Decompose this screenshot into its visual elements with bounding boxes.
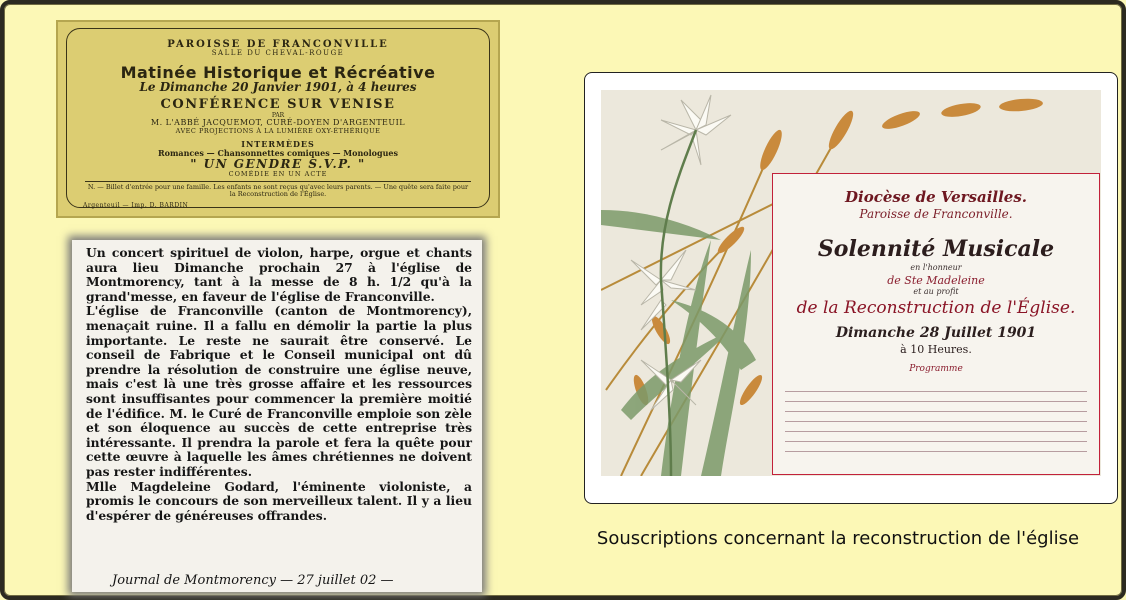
concert-poster-image (601, 90, 1101, 476)
clipping-text: Un concert spirituel de violon, harpe, orgue et chants aura lieu Dimanche prochain 27 à l'église de Montmorency, tant à la messe de 8 h. 1/2 qu'à la grand'messe, en faveur de l'église de Franconville. L'église de Franconville (canton de Montmorency), menaçait ruine. Il a fallu en démolir la partie la plus importante. Le reste ne saurait être conservé. Le conseil de Fabrique et le Conseil municipal ont dû prendre la résolution de construire une église neuve, mais c'est là une très grosse affaire et les ressources sont insuffisantes pour commencer la première moitié de l'édifice. M. le Curé de Franconville emploie son zèle et son éloquence au succès de cette entreprise très intéressante. Il prendra la parole et fera la quête pour cette œuvre à laquelle les âmes chrétiennes ne doivent pas rester indifférentes. Mlle Magdeleine Godard, l'éminente violoniste, a promis le concours de son merveilleux talent. Il y a lieu d'espérer de généreuses offrandes. (86, 245, 472, 523)
ticket-projections: AVEC PROJECTIONS À LA LUMIÈRE OXY-ÉTHÉRIQUE (175, 127, 381, 136)
poster-caption: Souscriptions concernant la reconstruction de l'église (596, 528, 1080, 549)
poster-en-honneur: en l'honneur (910, 263, 962, 272)
ticket-par: PAR (271, 111, 285, 119)
poster-title: Solennité Musicale (817, 236, 1055, 262)
poster-reconstruction: de la Reconstruction de l'Église. (796, 298, 1076, 318)
poster-paroisse: Paroisse de Franconville. (859, 207, 1013, 221)
poster-date: Dimanche 28 Juillet 1901 (835, 325, 1037, 341)
ticket-intermedes: INTERMÈDES (241, 139, 315, 150)
ticket-play: " UN GENDRE S.V.P. " (190, 156, 366, 171)
poster-text-panel (772, 173, 1100, 475)
ticket-program: Romances — Chansonnettes comiques — Monologues (157, 148, 398, 159)
newspaper-clipping-image (72, 240, 482, 592)
ticket-venue: SALLE DU CHEVAL-ROUGE (211, 49, 345, 57)
event-ticket-image (58, 22, 498, 216)
ticket-note: N. — Billet d'entrée pour une famille. Les enfants ne sont reçus qu'avec leurs parents. — Une quête sera faite pour la Reconstruction de l'Église. (85, 181, 471, 198)
poster-sainte: de Ste Madeleine (887, 274, 985, 287)
ticket-play-sub: COMÉDIE EN UN ACTE (228, 170, 328, 179)
poster-frame (584, 72, 1118, 504)
ticket-title: Matinée Historique et Récréative (120, 62, 436, 82)
ticket-printer: Argenteuil — Imp. D. BARDIN (83, 202, 189, 209)
ticket-conference: CONFÉRENCE SUR VENISE (160, 97, 396, 113)
ticket-date: Le Dimanche 20 Janvier 1901, à 4 heures (139, 80, 417, 95)
poster-hour: à 10 Heures. (900, 343, 972, 356)
ticket-parish: PAROISSE DE FRANCONVILLE (167, 39, 389, 50)
ticket-border (66, 28, 490, 208)
poster-au-profit: et au profit (913, 287, 959, 296)
poster-diocese: Diocèse de Versailles. (844, 188, 1028, 206)
clipping-signature: Journal de Montmorency — 27 juillet 02 — (112, 573, 394, 588)
poster-program-lines (785, 382, 1087, 462)
poster-programme: Programme (909, 364, 963, 374)
ticket-speaker: M. L'ABBÉ JACQUEMOT, CURÉ-DOYEN D'ARGENTEUIL (150, 118, 406, 128)
